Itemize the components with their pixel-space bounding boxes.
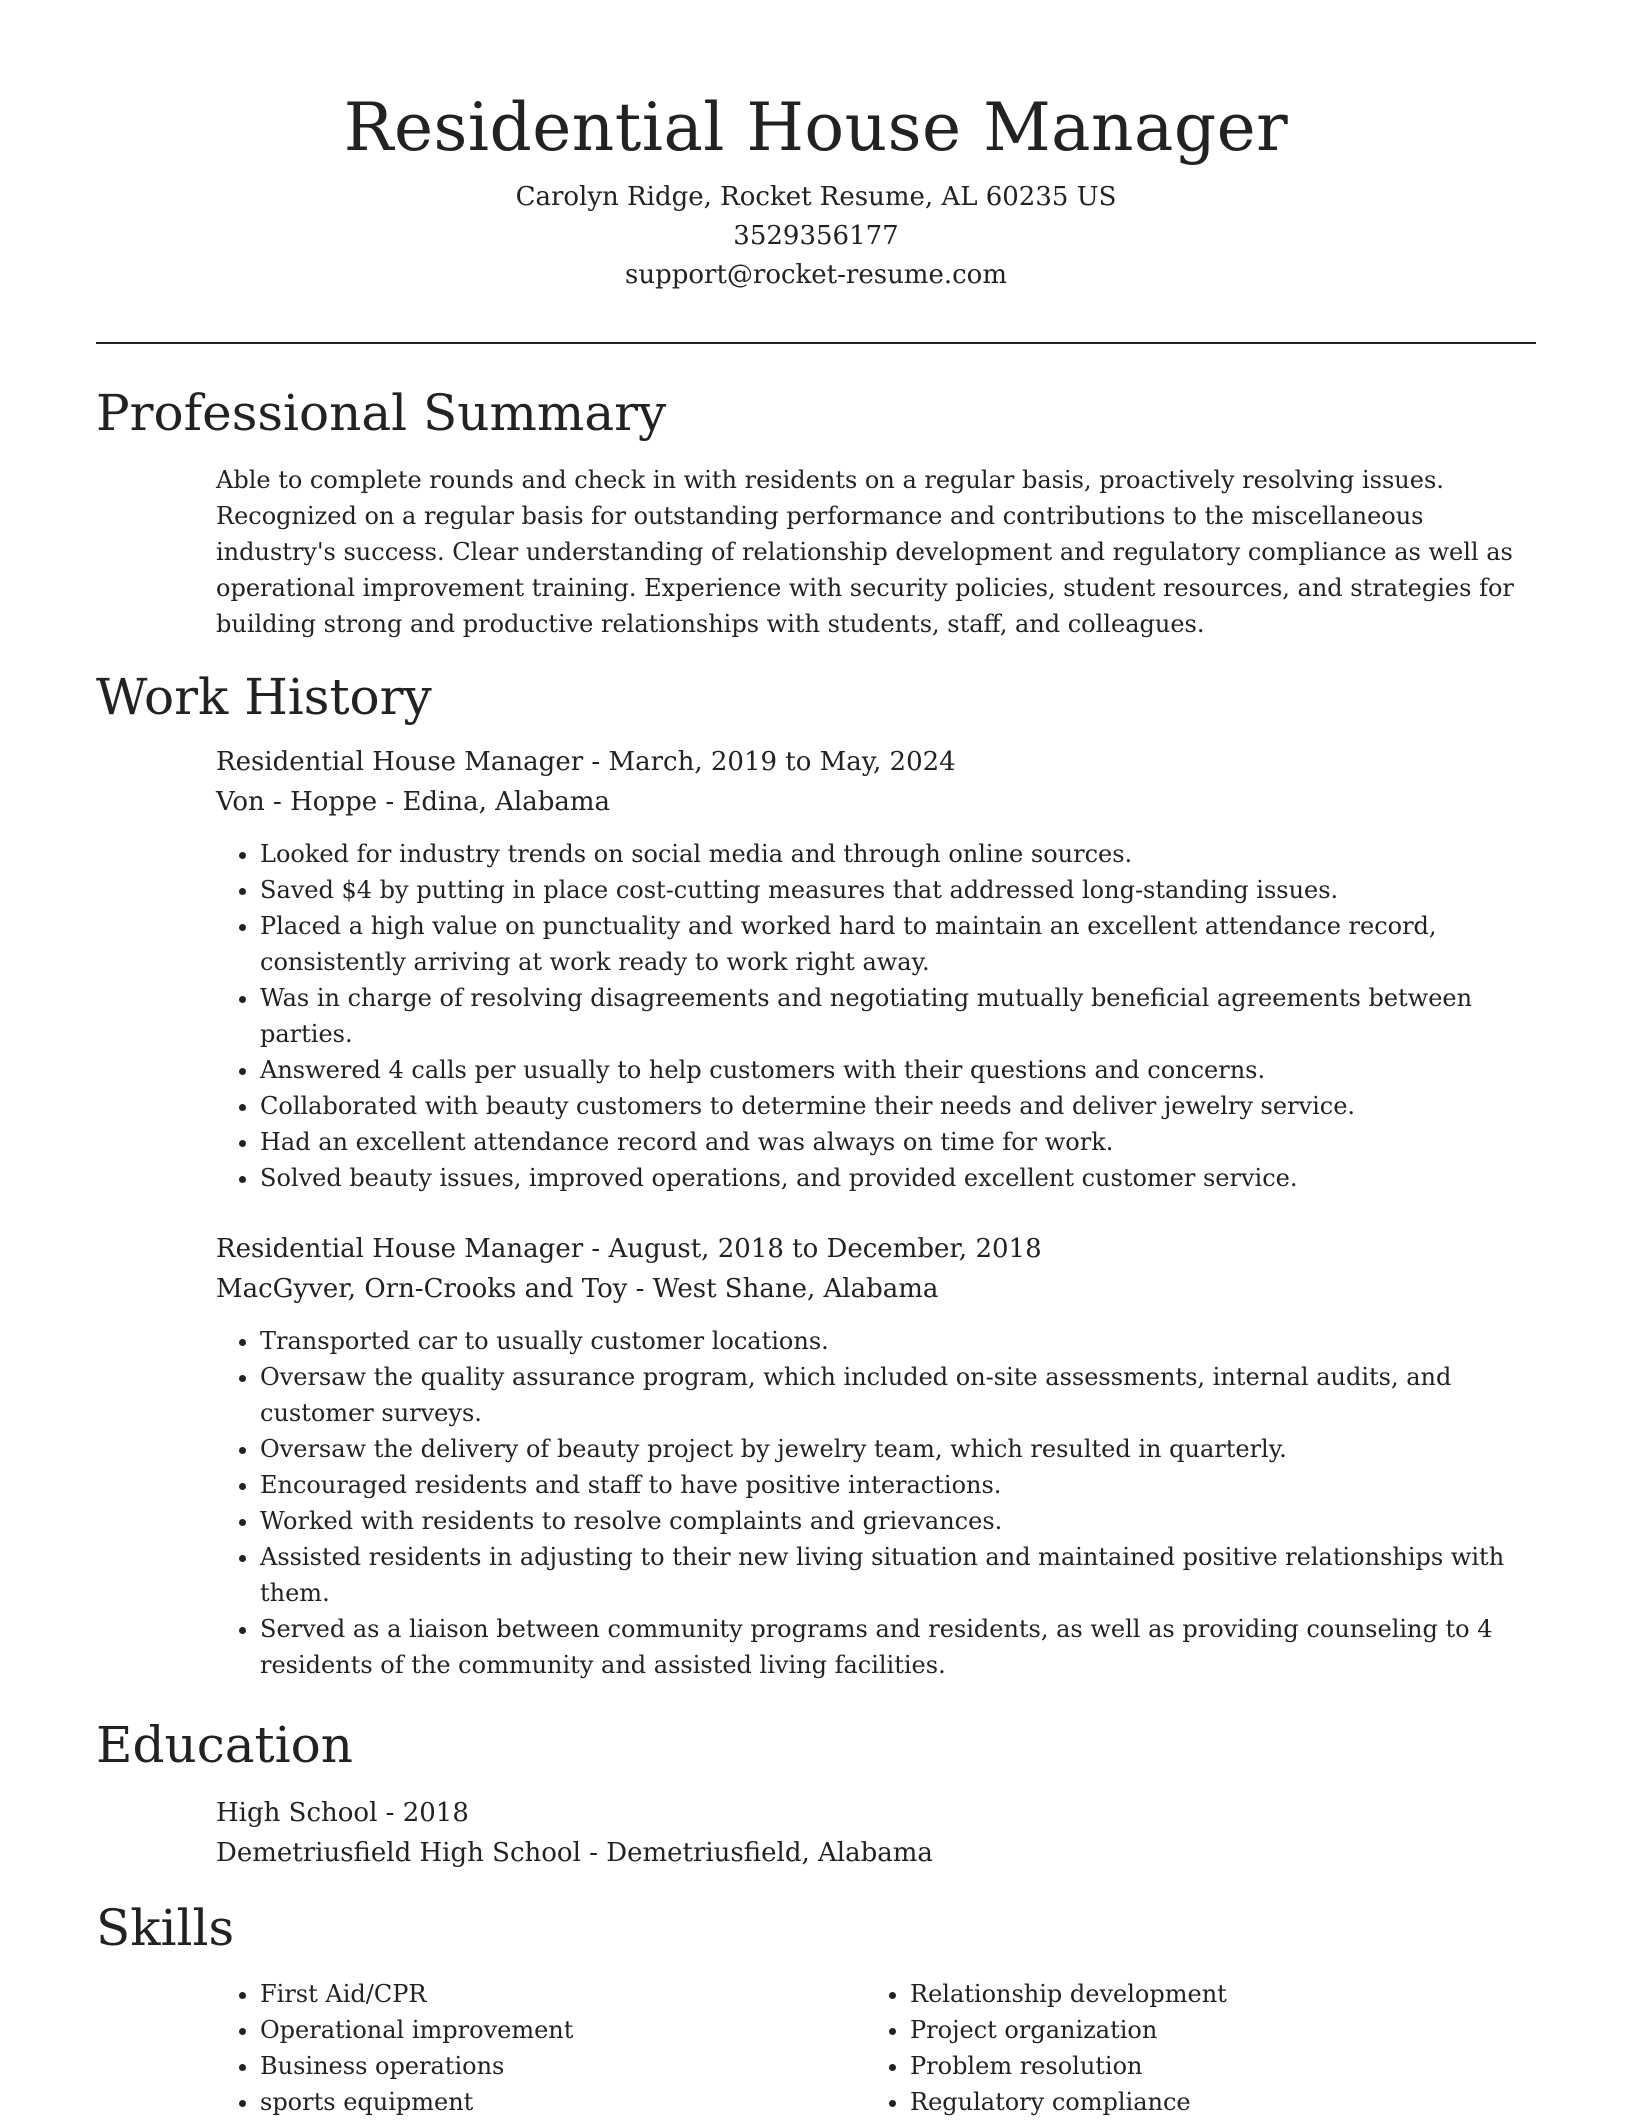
skills-columns [216,1976,1536,2120]
job-role: Residential House Manager [216,1234,584,1264]
list-item: • Oversaw the quality assurance program, which included on-site assessments, internal audits, and customer surveys. [260,1359,1536,1431]
job-company: MacGyver, Orn-Crooks and Toy [216,1274,628,1304]
education-degree-line [216,1793,1536,1833]
job-entry [216,742,1536,1196]
education-year: 2018 [402,1798,469,1828]
work-history-heading: Work History [96,668,432,726]
list-item: • Transported car to usually customer locations. [260,1323,1536,1359]
education-heading: Education [96,1716,353,1774]
job-entry [216,1229,1536,1683]
job-location: Edina, Alabama [402,787,611,817]
skills-heading: Skills [96,1899,235,1957]
separator: - [591,747,609,777]
job-location: West Shane, Alabama [652,1274,939,1304]
separator: - [635,1274,653,1304]
separator: - [385,1798,403,1828]
skills-section [216,1976,1536,2120]
contact-address: Carolyn Ridge, Rocket Resume, AL 60235 US [515,182,1117,212]
skills-list-right [866,1976,1516,2120]
skill-item: • Operational improvement [260,2012,866,2048]
list-item: • Assisted residents in adjusting to their new living situation and maintained positive relationships with them. [260,1539,1536,1611]
job-bullet-list [216,1323,1536,1683]
candidate-name: Residential House Manager [343,89,1289,166]
education-entry [216,1793,1536,1873]
skills-column-left [216,1976,866,2120]
list-item: • Collaborated with beauty customers to determine their needs and deliver jewelry service. [260,1088,1536,1124]
skill-item: • Problem resolution [910,2048,1516,2084]
job-dates: August, 2018 to December, 2018 [608,1234,1042,1264]
list-item: • Had an excellent attendance record and was always on time for work. [260,1124,1536,1160]
skills-list-left [216,1976,866,2120]
list-item: • Saved $4 by putting in place cost-cutting measures that addressed long-standing issues. [260,872,1536,908]
job-bullet-list [216,836,1536,1196]
skill-item: • sports equipment [260,2084,866,2120]
education-school-line [216,1833,1536,1873]
skills-column-right [866,1976,1516,2120]
list-item: • Encouraged residents and staff to have positive interactions. [260,1467,1536,1503]
education-location: Demetriusfield, Alabama [606,1838,933,1868]
skill-item: • Regulatory compliance [910,2084,1516,2120]
separator: - [385,787,403,817]
skill-item: • Project organization [910,2012,1516,2048]
summary-section [216,462,1536,642]
job-role: Residential House Manager [216,747,584,777]
education-degree: High School [216,1798,378,1828]
list-item: • Oversaw the delivery of beauty project by jewelry team, which resulted in quarterly. [260,1431,1536,1467]
separator: - [589,1838,607,1868]
job-dates: March, 2019 to May, 2024 [608,747,956,777]
skill-item: • Relationship development [910,1976,1516,2012]
skill-item: • Business operations [260,2048,866,2084]
list-item: • Solved beauty issues, improved operations, and provided excellent customer service. [260,1160,1536,1196]
list-item: • Served as a liaison between community programs and residents, as well as providing counseling to 4 residents of the community and assisted living facilities. [260,1611,1536,1683]
job-title-line [216,1229,1536,1269]
summary-heading: Professional Summary [96,384,667,442]
job-title-line [216,742,1536,782]
list-item: • Worked with residents to resolve complaints and grievances. [260,1503,1536,1539]
job-company: Von - Hoppe [216,787,378,817]
education-school: Demetriusfield High School [216,1838,581,1868]
skill-item: • First Aid/CPR [260,1976,866,2012]
header-divider [96,342,1536,344]
list-item: • Answered 4 calls per usually to help customers with their questions and concerns. [260,1052,1536,1088]
resume-header [96,86,1536,295]
job-company-line [216,782,1536,822]
separator: - [591,1234,609,1264]
list-item: • Looked for industry trends on social media and through online sources. [260,836,1536,872]
list-item: • Was in charge of resolving disagreements and negotiating mutually beneficial agreements between parties. [260,980,1536,1052]
contact-email: support@rocket-resume.com [624,260,1007,290]
list-item: • Placed a high value on punctuality and worked hard to maintain an excellent attendance record, consistently arriving at work ready to work right away. [260,908,1536,980]
summary-text: Able to complete rounds and check in with residents on a regular basis, proactively resolving issues. Recognized on a regular basis for outstanding performance and contributions to the miscellaneous industry's success. Clear understanding of relationship development and regulatory compliance as well as operational improvement training. Experience with security policies, student resources, and strategies for building strong and productive relationships with students, staff, and colleagues. [216,466,1514,638]
job-company-line [216,1269,1536,1309]
contact-phone: 3529356177 [733,221,899,251]
